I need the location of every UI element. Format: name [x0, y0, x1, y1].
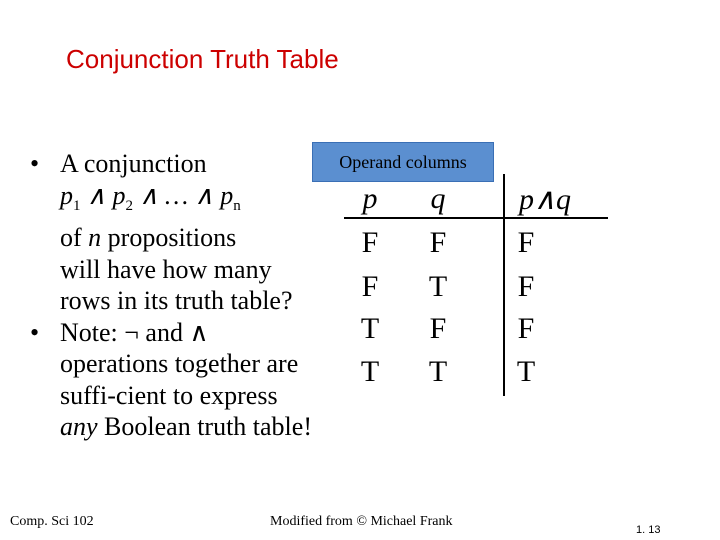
table-cell: F [361, 226, 379, 259]
table-cell: F [429, 226, 447, 259]
table-header-q: q [430, 182, 446, 215]
table-cell: T [428, 270, 448, 303]
bullet-2-line-2: operations together are [60, 349, 299, 379]
formula-sub-2: 2 [125, 197, 134, 214]
text-boolean: Boolean truth table! [97, 412, 312, 442]
table-cell: F [517, 312, 535, 345]
table-cell: F [429, 312, 447, 345]
table-cell: F [517, 270, 535, 303]
footer-credit: Modified from © Michael Frank [270, 514, 453, 529]
table-cell: T [360, 312, 380, 345]
table-header-p: p [362, 182, 378, 215]
page-number: 1. 13 [636, 524, 661, 536]
table-cell: F [517, 226, 535, 259]
table-cell: T [360, 355, 380, 388]
table-header-rule [344, 217, 608, 219]
operand-columns-callout: Operand columns [312, 142, 494, 182]
slide-title: Conjunction Truth Table [66, 44, 339, 74]
bullet-1-line-5: rows in its truth table? [60, 286, 293, 316]
table-column-divider [503, 174, 505, 396]
formula-and-p2: ∧ p [80, 180, 126, 210]
text-propositions: propositions [101, 223, 237, 253]
text-any: any [60, 412, 98, 442]
bullet-1-line-4: will have how many [60, 254, 272, 284]
footer-course: Comp. Sci 102 [10, 514, 94, 529]
bullet-2-line-1 [30, 317, 360, 349]
bullet-2-line-3: suffi-cient to express [60, 380, 278, 410]
bullet-2-text: Note: ¬ and ∧ [60, 317, 209, 347]
bullet-1-line-1 [30, 148, 360, 180]
formula-sub-1: 1 [73, 197, 81, 214]
text-n: n [88, 223, 102, 253]
table-cell: F [361, 270, 379, 303]
table-cell: T [516, 355, 536, 388]
table-header-p-and-q: p∧q [519, 183, 571, 216]
bullet-list [30, 148, 360, 443]
bullet-2-line-4 [30, 411, 360, 443]
bullet-1-formula [30, 180, 360, 223]
formula-p: p [60, 180, 73, 210]
bullet-dot: • [30, 149, 40, 178]
bullet-dot: • [30, 317, 40, 347]
bullet-1-line-3 [30, 222, 360, 254]
formula-rest: ∧ … ∧ p [133, 180, 234, 210]
text-of: of [60, 223, 89, 253]
table-cell: T [428, 355, 448, 388]
bullet-1-text: A conjunction [60, 149, 207, 178]
formula-sub-n: n [233, 197, 241, 214]
